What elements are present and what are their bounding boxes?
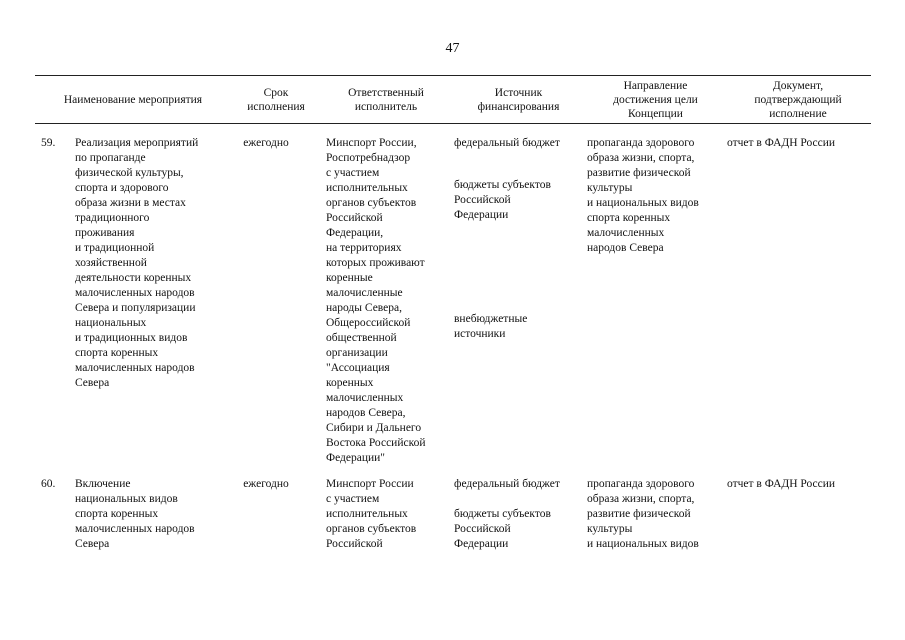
row-name: Включение национальных видов спорта коренных малочисленных народов Севера [75,478,195,550]
row-responsible: Минспорт России, Роспотребнадзор с участием исполнительных органов субъектов Российской Федерации, на территориях которых проживают коренные малочисленные народы Севера, Общероссийской общественной организации "Ассоциация коренных малочисленных народов Севера, Сибири и Дальнего Востока Российской Федерации" [326,137,426,464]
header-responsible: Ответственный исполнитель [348,86,424,113]
source-item: бюджеты субъектов Российской Федерации [454,179,551,221]
row-sources [454,136,584,340]
row-term: ежегодно [243,478,289,490]
row-term: ежегодно [243,137,289,149]
header-source: Источник финансирования [477,86,560,113]
header-name: Наименование мероприятия [63,93,203,106]
row-sources [454,477,584,550]
row-direction: пропаганда здорового образа жизни, спорта, развитие физической культуры и национальных видов спорта коренных малочисленных народов Севера [587,137,699,254]
header-term: Срок исполнения [247,86,305,113]
page-number: 47 [445,41,460,56]
header-document: Документ, подтверждающий исполнение [754,79,842,120]
row-number: 59. [41,137,56,149]
header-direction: Направление достижения цели Концепции [613,79,698,120]
row-name: Реализация мероприятий по пропаганде физической культуры, спорта и здорового образа жизни в местах традиционного проживания и традиционной хозяйственной деятельности коренных малочисленных народов Севера и популяризации национальных и традиционных видов спорта коренных малочисленных народов Севера [75,137,199,389]
row-document: отчет в ФАДН России [727,478,836,490]
table-header [35,75,871,124]
source-item: внебюджетные источники [454,313,528,340]
row-responsible: Минспорт России с участием исполнительных органов субъектов Российской [326,478,417,550]
row-document: отчет в ФАДН России [727,137,836,149]
row-number: 60. [41,478,56,490]
row-direction: пропаганда здорового образа жизни, спорта, развитие физической культуры и национальных видов [587,478,699,550]
source-item: бюджеты субъектов Российской Федерации [454,508,551,550]
source-item: федеральный бюджет [454,478,560,490]
source-item: федеральный бюджет [454,137,560,149]
